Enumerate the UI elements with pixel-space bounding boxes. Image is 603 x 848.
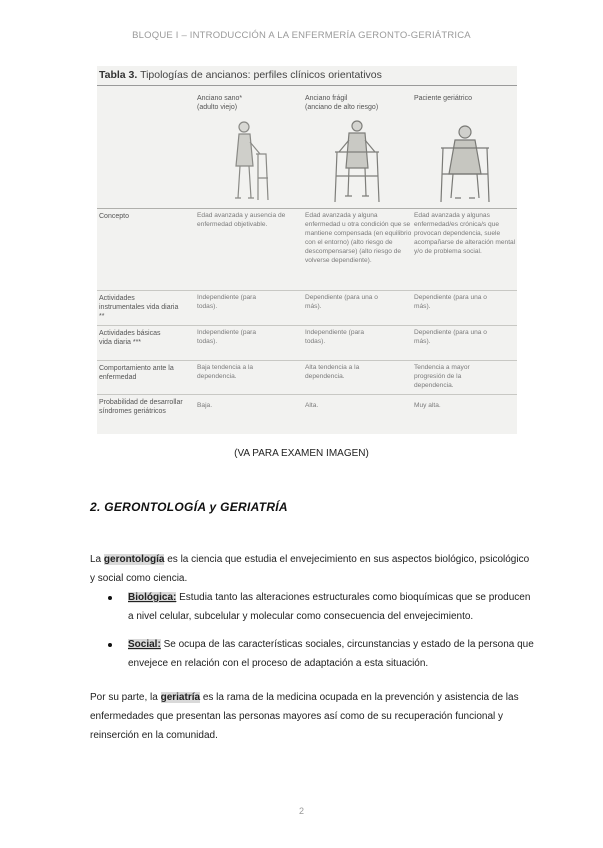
bullet-social: Social: Se ocupa de las características sociales, circunstancias y estado de la persona que envejece en relación con el proceso de adaptación a esta situación. [128,639,534,669]
anciano-sano-figure [222,118,272,206]
term-gerontologia: gerontología [103,554,165,565]
cell-aivd-sano: Independiente (para todas). [197,294,257,310]
paragraph-gerontologia: La gerontología es la ciencia que estudia el envejecimiento en sus aspectos biológico, psicológico y social como ciencia. [90,554,530,584]
bullet-dot [108,643,112,647]
cell-probabilidad-fragil: Alta. [305,402,319,409]
cell-abvd-geriatrico: Dependiente (para una o más). [414,329,487,345]
paragraph-geriatria: Por su parte, la geriatría es la rama de la medicina ocupada en la prevención y asistencia de las enfermedades que presentan las personas mayores así como de su recuperación funcional y reinserción en la comunidad. [90,692,519,741]
cell-concepto-fragil: Edad avanzada y alguna enfermedad u otra condición que se mantiene compensada (en equilibrio con el entorno) (alto riesgo de descompensarse) (alto riesgo de volverse dependiente). [305,212,412,264]
row-label-probabilidad: Probabilidad de desarrollar síndromes geriátricos [99,399,183,415]
bullet-biologica: Biológica: Estudia tanto las alteraciones estructurales como bioquímicas que se producen a nivel celular, subcelular y molecular como consecuencia del envejecimiento. [128,592,531,622]
row-label-comportamiento: Comportamiento ante la enfermedad [99,365,174,381]
column-header-sano: Anciano sano* (adulto viejo) [197,95,243,111]
cell-comportamiento-geriatrico: Tendencia a mayor progresión de la dependencia. [414,364,470,389]
section-title: 2. GERONTOLOGÍA y GERIATRÍA [90,500,288,514]
term-biologica: Biológica: [128,592,177,603]
bullet-dot [108,596,112,600]
table-title-number: Tabla 3. [99,69,138,81]
column-header-geriatrico: Paciente geriátrico [414,95,472,102]
cell-concepto-sano: Edad avanzada y ausencia de enfermedad objetivable. [197,212,286,228]
term-social: Social: [128,639,161,650]
page-header: BLOQUE I – INTRODUCCIÓN A LA ENFERMERÍA GERONTO-GERIÁTRICA [132,30,471,41]
cell-aivd-fragil: Dependiente (para una o más). [305,294,378,310]
row-rule [97,360,517,361]
anciano-fragil-figure [329,118,385,206]
column-header-fragil: Anciano frágil (anciano de alto riesgo) [305,95,379,111]
row-rule [97,325,517,326]
row-label-aivd: Actividades instrumentales vida diaria ** [99,295,179,320]
cell-comportamiento-sano: Baja tendencia a la dependencia. [197,364,254,380]
term-geriatria: geriatría [160,692,201,703]
cell-probabilidad-geriatrico: Muy alta. [414,402,441,409]
image-caption: (VA PARA EXAMEN IMAGEN) [234,448,369,459]
table-top-rule [97,85,517,86]
row-rule [97,394,517,395]
typology-table-image [97,66,517,434]
paciente-geriatrico-figure [435,118,495,206]
figures-bottom-rule [97,208,517,209]
cell-probabilidad-sano: Baja. [197,402,213,409]
page-number: 2 [298,806,304,816]
cell-aivd-geriatrico: Dependiente (para una o más). [414,294,487,310]
table-title [99,69,382,81]
row-label-abvd: Actividades básicas vida diaria *** [99,330,161,346]
cell-concepto-geriatrico: Edad avanzada y algunas enfermedad/es crónica/s que provocan dependencia, suele acompañarse de alteración mental y/o de problema social. [414,212,516,255]
cell-abvd-fragil: Independiente (para todas). [305,329,365,345]
cell-comportamiento-fragil: Alta tendencia a la dependencia. [305,364,360,380]
row-rule [97,290,517,291]
row-label-concepto: Concepto [99,213,129,220]
cell-abvd-sano: Independiente (para todas). [197,329,257,345]
table-title-text: Tipologías de ancianos: perfiles clínicos orientativos [140,69,382,81]
